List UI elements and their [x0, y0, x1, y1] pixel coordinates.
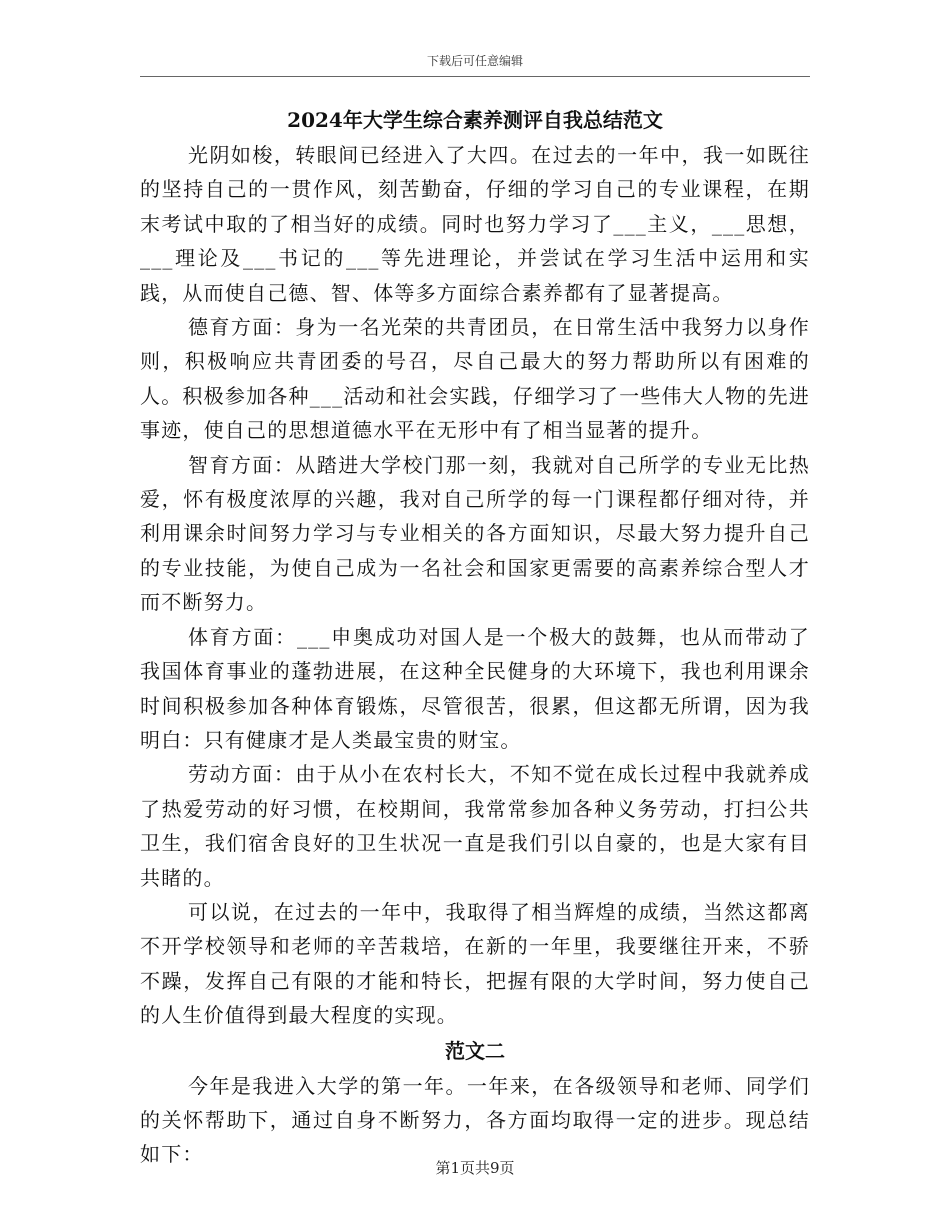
paragraph-intellectual: 智育方面：从踏进大学校门那一刻，我就对自己所学的专业无比热爱，怀有极度浓厚的兴趣，我对自己所学的每一门课程都仔细对待，并利用课余时间努力学习与专业相关的各方面知识，尽最大努力提升自己的专业技能，为使自己成为一名社会和国家更需要的高素养综合型人才而不断努力。: [140, 452, 810, 615]
section2-title: 范文二: [445, 1038, 505, 1063]
page-footer: 第1页共9页: [435, 1159, 515, 1177]
page-header: 下载后可任意编辑: [426, 54, 523, 68]
header-divider: [140, 76, 810, 77]
document-body: [140, 102, 810, 1172]
paragraph-moral: 德育方面：身为一名光荣的共青团员，在日常生活中我努力以身作则，积极响应共青团委的号召，尽自己最大的努力帮助所以有困难的人。积极参加各种___活动和社会实践，仔细学习了一些伟大人物的先进事迹，使自己的思想道德水平在无形中有了相当显著的提升。: [140, 315, 810, 443]
paragraph-conclusion: 可以说，在过去的一年中，我取得了相当辉煌的成绩，当然这都离不开学校领导和老师的辛苦栽培，在新的一年里，我要继往开来，不骄不躁，发挥自己有限的才能和特长，把握有限的大学时间，努力使自己的人生价值得到最大程度的实现。: [140, 899, 810, 1028]
document-title: 2024年大学生综合素养测评自我总结范文: [287, 108, 663, 132]
section2-paragraph: 今年是我进入大学的第一年。一年来，在各级领导和老师、同学们的关怀帮助下，通过自身不断努力，各方面均取得一定的进步。现总结如下：: [140, 1073, 810, 1167]
paragraph-physical: 体育方面：___申奥成功对国人是一个极大的鼓舞，也从而带动了我国体育事业的蓬勃进展，在这种全民健身的大环境下，我也利用课余时间积极参加各种体育锻炼，尽管很苦，很累，但这都无所谓，因为我明白：只有健康才是人类最宝贵的财宝。: [140, 624, 810, 752]
paragraph-intro: 光阴如梭，转眼间已经进入了大四。在过去的一年中，我一如既往的坚持自己的一贯作风，刻苦勤奋，仔细的学习自己的专业课程，在期末考试中取的了相当好的成绩。同时也努力学习了___主义，___思想，___理论及___书记的___等先进理论，并尝试在学习生活中运用和实践，从而使自己德、智、体等多方面综合素养都有了显著提高。: [140, 143, 810, 305]
paragraph-labor: 劳动方面：由于从小在农村长大，不知不觉在成长过程中我就养成了热爱劳动的好习惯，在校期间，我常常参加各种义务劳动，打扫公共卫生，我们宿舍良好的卫生状况一直是我们引以自豪的，也是大家有目共睹的。: [140, 762, 810, 890]
